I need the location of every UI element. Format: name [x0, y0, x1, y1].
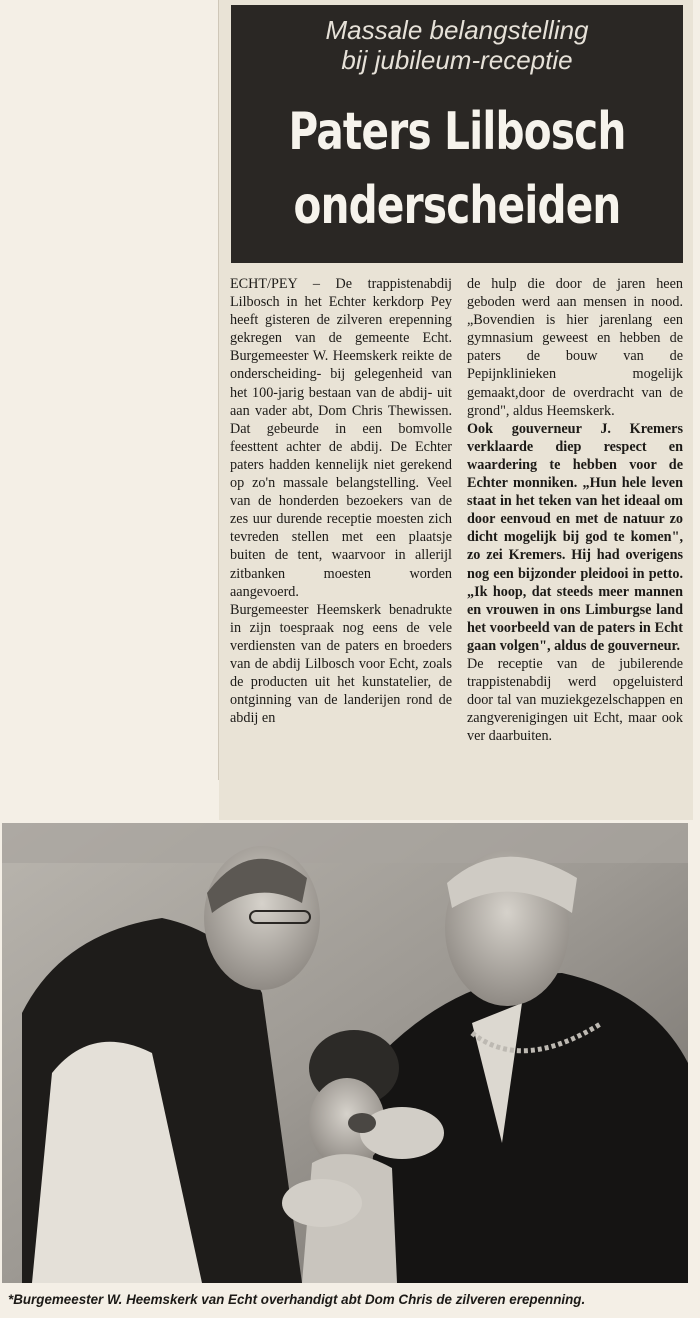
photo-caption: *Burgemeester W. Heemskerk van Echt overhandigt abt Dom Chris de zilveren erepenning. [8, 1292, 586, 1307]
dateline: ECHT/PEY – [230, 276, 320, 292]
headline-title [281, 95, 634, 243]
kicker-line-2: bij jubileum-receptie [341, 45, 573, 75]
article-paragraph: De receptie van de jubilerende trappistenabdij werd opgeluisterd door tal van muziekgezelschappen en zangverenigingen uit Echt, maar ook ver daarbuiten. [467, 655, 683, 745]
news-photo [2, 823, 688, 1283]
article-paragraph [230, 275, 452, 601]
article-column-left [230, 275, 452, 727]
title-line-1: Paters Lilbosch [288, 102, 626, 162]
article-paragraph: Burgemeester Heemskerk benadrukte in zijn toespraak nog eens de vele verdiensten van de paters en broeders van de abdij Lilbosch voor Echt, zoals de producten uit het kunstatelier, de ontginning van de landerijen rond de abdij en [230, 601, 452, 727]
title-line-2: onderscheiden [293, 176, 621, 236]
paragraph-text: De trappistenabdij Lilbosch in het Echter kerkdorp Pey heeft gisteren de zilveren erepenning gekregen van de gemeente Echt. Burgemeester W. Heemskerk reikte de onderscheiding- bij gelegenheid van het 100-jarig bestaan van de abdij- uit aan vader abt, Dom Chris Thewissen. Dat gebeurde in een bomvolle feesttent achter de abdij. De Echter paters hadden kennelijk niet gerekend op zo'n massale belangstelling. Veel van de honderden bezoekers van de zes uur durende receptie moesten zich tevreden stellen met een plaatsje buiten de tent, waarvoor in allerijl zitbanken moesten worden aangevoerd. [230, 276, 452, 600]
article-column-right [467, 275, 683, 745]
article-paragraph: de hulp die door de jaren heen geboden werd aan mensen in nood. „Bovendien is hier jarenlang een gymnasium geweest en hebben de paters de bouw van de Pepijnklinieken mogelijk gemaakt,door de overdracht van de grond", aldus Heemskerk. [467, 276, 683, 419]
headline-box [231, 5, 683, 263]
headline-kicker [231, 15, 683, 75]
kicker-line-1: Massale belangstelling [325, 15, 589, 45]
photo-illustration [2, 823, 688, 1283]
article-paragraph-bold: Ook gouverneur J. Kremers verklaarde diep respect en waardering te hebben voor de Echter monniken. „Hun hele leven staat in het teken van het ideaal om door eenvoud en met de natuur zo dicht mogelijk bij god te komen", zo zei Kremers. Hij had overigens nog een bijzonder pleidooi in petto. „Ik hoop, dat steeds meer mannen en vrouwen in ons Limburgse land het voorbeeld van de paters in Echt gaan volgen", aldus de gouverneur. [467, 420, 683, 654]
